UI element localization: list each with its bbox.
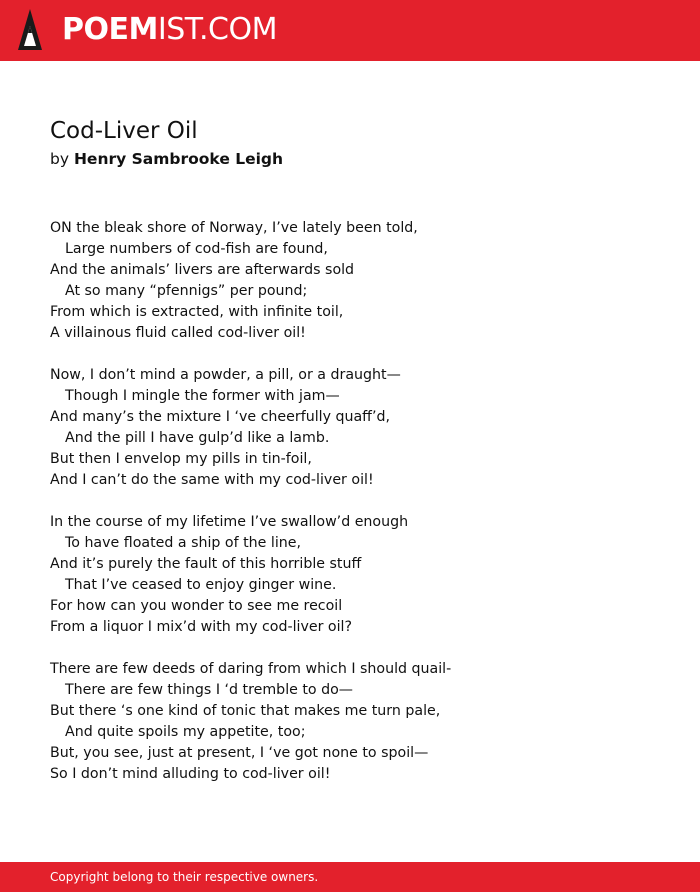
poem-line: At so many “pfennigs” per pound; <box>65 283 308 299</box>
poem-line: And the pill I have gulp’d like a lamb. <box>65 430 330 446</box>
poem-line: From which is extracted, with infinite toil, <box>50 304 344 320</box>
poem-body <box>50 218 650 806</box>
brand-light: IST.COM <box>157 12 277 47</box>
stanza <box>50 365 650 491</box>
poem-author: Henry Sambrooke Leigh <box>73 150 284 168</box>
poem-line: Large numbers of cod-fish are found, <box>65 241 328 257</box>
poem-line: And it’s purely the fault of this horrible stuff <box>50 556 362 572</box>
poem-line: Though I mingle the former with jam— <box>65 388 340 404</box>
poem-line: In the course of my lifetime I’ve swallow’d enough <box>50 514 409 530</box>
pencil-tip-icon[interactable] <box>17 8 43 52</box>
poem-line: But there ‘s one kind of tonic that makes me turn pale, <box>50 703 441 719</box>
poem-line: But then I envelop my pills in tin-foil, <box>50 451 312 467</box>
poem-line: From a liquor I mix’d with my cod-liver oil? <box>50 619 353 635</box>
stanza <box>50 512 650 638</box>
stanza <box>50 659 650 785</box>
poem-line: Now, I don’t mind a powder, a pill, or a draught— <box>50 367 401 383</box>
poem-line: And many’s the mixture I ‘ve cheerfully quaff’d, <box>50 409 390 425</box>
stanza <box>50 218 650 344</box>
brand-bold: POEM <box>62 12 158 47</box>
poem-line: ON the bleak shore of Norway, I’ve lately been told, <box>50 220 418 236</box>
copyright-notice: Copyright belong to their respective owners. <box>50 870 319 884</box>
poem-line: There are few things I ‘d tremble to do— <box>65 682 353 698</box>
poem-line: For how can you wonder to see me recoil <box>50 598 343 614</box>
poem-line: There are few deeds of daring from which I should quail- <box>50 661 452 677</box>
by-label: by <box>50 150 70 168</box>
poem-line: And quite spoils my appetite, too; <box>65 724 306 740</box>
poem-line: A villainous fluid called cod-liver oil! <box>50 325 306 341</box>
poem-line: That I’ve ceased to enjoy ginger wine. <box>65 577 337 593</box>
poem-line: To have floated a ship of the line, <box>65 535 302 551</box>
poem-line: And I can’t do the same with my cod-liver oil! <box>50 472 374 488</box>
poem-line: And the animals’ livers are afterwards sold <box>50 262 355 278</box>
poem-line: But, you see, just at present, I ‘ve got none to spoil— <box>50 745 429 761</box>
site-logo[interactable] <box>62 11 277 49</box>
site-header <box>0 0 700 61</box>
poem-title: Cod-Liver Oil <box>50 118 198 144</box>
poem-line: So I don’t mind alluding to cod-liver oil! <box>50 766 331 782</box>
site-footer <box>0 862 700 892</box>
poem-byline <box>50 148 283 170</box>
